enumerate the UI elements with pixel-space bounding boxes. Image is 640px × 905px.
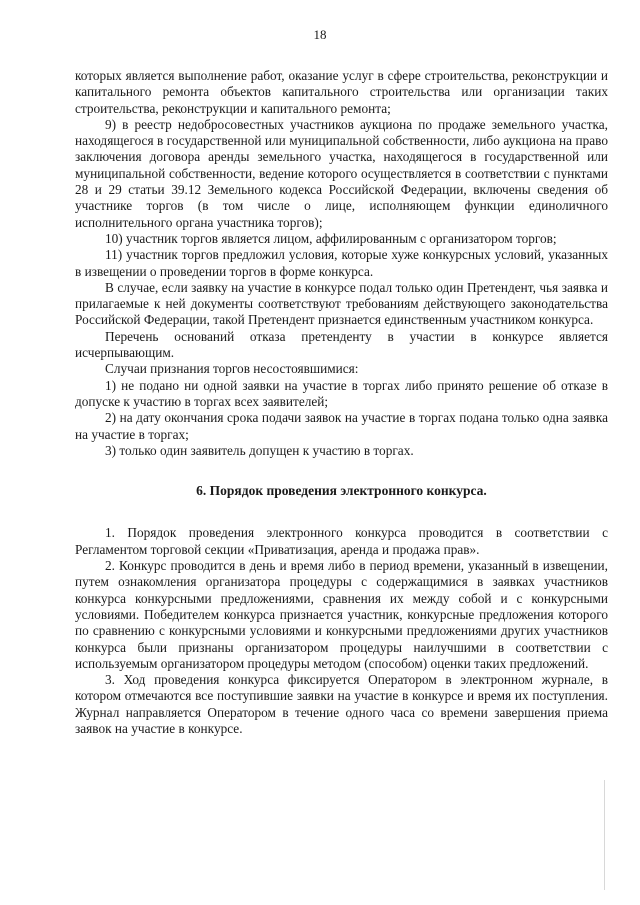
section-heading: 6. Порядок проведения электронного конкурса.: [196, 483, 487, 499]
paragraph: 11) участник торгов предложил условия, которые хуже конкурсных условий, указанных в извещении о проведении торгов в форме конкурса.: [75, 247, 608, 279]
paragraph: В случае, если заявку на участие в конкурсе подал только один Претендент, чья заявка и прилагаемые к ней документы соответствуют требованиям действующего законодательства Российской Федерации, такой Претендент признается единственным участником конкурса.: [75, 279, 608, 328]
page-number: 18: [313, 27, 327, 42]
paragraph: 1. Порядок проведения электронного конкурса проводится в соответствии с Регламентом торговой секции «Приватизация, аренда и продажа прав».: [75, 525, 608, 557]
scan-edge-line: [604, 780, 605, 890]
document-body: [75, 68, 608, 737]
paragraph: Перечень оснований отказа претенденту в участии в конкурсе является исчерпывающим.: [75, 328, 608, 361]
paragraph: 9) в реестр недобросовестных участников аукциона по продаже земельного участка, находящегося в государственной или муниципальной собственности, либо аукциона на право заключения договора аренды земельного участка, находящегося в государственной или муниципальной собственности, ведение которого осуществляется в соответствии с пунктами 28 и 29 статьи 39.12 Земельного кодекса Российской Федерации, включены сведения об участнике торгов (в том числе о лице, исполняющем функции единоличного исполнительного органа участника торгов);: [75, 116, 608, 230]
paragraph: 1) не подано ни одной заявки на участие в торгах либо принято решение об отказе в допуске к участию в торгах всех заявителей;: [75, 377, 608, 409]
paragraph: 2) на дату окончания срока подачи заявок на участие в торгах подана только одна заявка на участие в торгах;: [75, 410, 608, 442]
paragraphs-before-heading: [75, 68, 608, 459]
paragraph: 3) только один заявитель допущен к участию в торгах.: [105, 442, 414, 458]
paragraph: 3. Ход проведения конкурса фиксируется Оператором в электронном журнале, в котором отмечаются все поступившие заявки на участие в конкурсе и время их поступления. Журнал направляется Оператором в течение одного часа со времени завершения приема заявок на участие в конкурсе.: [75, 672, 608, 736]
paragraph: 10) участник торгов является лицом, аффилированным с организатором торгов;: [105, 230, 557, 246]
paragraph: которых является выполнение работ, оказание услуг в сфере строительства, реконструкции и капитального ремонта объектов капитального строительства или организации таких строительства, реконструкции и капитального ремонта;: [75, 68, 608, 116]
paragraph: 2. Конкурс проводится в день и время либо в период времени, указанный в извещении, путем ознакомления организатора процедуры с содержащимися в заявках участников конкурса конкурсными предложениями, сравнения их между собой и с конкурсными условиями. Победителем конкурса признается участник, конкурсные предложения которого по сравнению с конкурсными условиями и конкурсными предложениями других участников конкурса были признаны организатором процедуры наилучшими в соответствии с используемым организатором процедуры методом (способом) оценки таких предложений.: [75, 558, 608, 671]
paragraph: Случаи признания торгов несостоявшимися:: [105, 361, 359, 377]
paragraphs-after-heading: [75, 525, 608, 737]
